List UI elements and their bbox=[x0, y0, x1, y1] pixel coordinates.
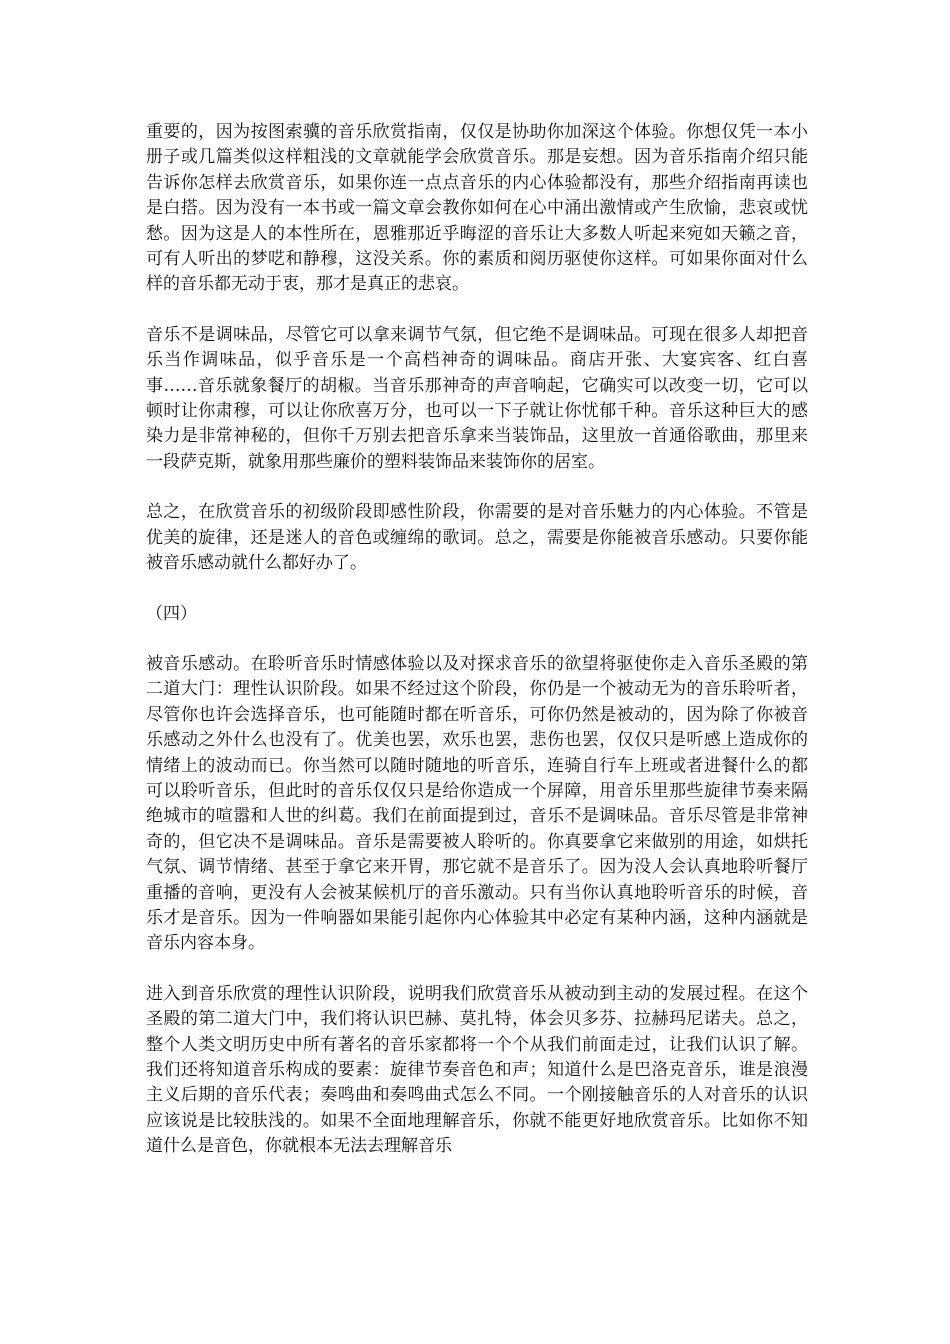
paragraph-1: 重要的，因为按图索骥的音乐欣赏指南，仅仅是协助你加深这个体验。你想仅凭一本小册子或几篇类似这样粗浅的文章就能学会欣赏音乐。那是妄想。因为音乐指南介绍只能告诉你怎样去欣赏音乐，如果你连一点点音乐的内心体验都没有，那些介绍指南再读也是白搭。因为没有一本书或一篇文章会教你如何在心中涌出激情或产生欣愉，悲哀或忧愁。因为这是人的本性所在，恩雅那近乎晦涩的音乐让大多数人听起来宛如天籁之音，可有人听出的梦呓和静穆，这没关系。你的素质和阅历驱使你这样。可如果你面对什么样的音乐都无动于衷，那才是真正的悲哀。 bbox=[146, 122, 808, 295]
paragraph-4: 被音乐感动。在聆听音乐时情感体验以及对探求音乐的欲望将驱使你走入音乐圣殿的第二道大门：理性认识阶段。如果不经过这个阶段，你仍是一个被动无为的音乐聆听者，尽管你也许会选择音乐，也可能随时都在听音乐，可你仍然是被动的，因为除了你被音乐感动之外什么也没有了。优美也罢，欢乐也罢，悲伤也罢，仅仅只是听感上造成你的情绪上的波动而已。你当然可以随时随地的听音乐，连骑自行车上班或者进餐什么的都可以聆听音乐，但此时的音乐仅仅只是给你造成一个屏障，用音乐里那些旋律节奏来隔绝城市的喧嚣和人世的纠葛。我们在前面提到过，音乐不是调味品。音乐尽管是非常神奇的，但它决不是调味品。音乐是需要被人聆听的。你真要拿它来做别的用途，如烘托气氛、调节情绪、甚至于拿它来开胃，那它就不是音乐了。因为没人会认真地聆听餐厅重播的音响，更没有人会被某候机厅的音乐激动。只有当你认真地聆听音乐的时候，音乐才是音乐。因为一件响器如果能引起你内心体验其中必定有某种内涵，这种内涵就是音乐内容本身。 bbox=[146, 653, 808, 954]
paragraph-2: 音乐不是调味品，尽管它可以拿来调节气氛，但它绝不是调味品。可现在很多人却把音乐当作调味品，似乎音乐是一个高档神奇的调味品。商店开张、大宴宾客、红白喜事……音乐就象餐厅的胡椒。当音乐那神奇的声音响起，它确实可以改变一切，它可以顿时让你肃穆，可以让你欣喜万分，也可以一下子就让你忧郁千种。音乐这种巨大的感染力是非常神秘的，但你千万别去把音乐拿来当装饰品，这里放一首通俗歌曲，那里来一段萨克斯，就象用那些廉价的塑料装饰品来装饰你的居室。 bbox=[146, 324, 808, 472]
document-page bbox=[146, 120, 808, 1185]
paragraph-3: 总之，在欣赏音乐的初级阶段即感性阶段，你需要的是对音乐魅力的内心体验。不管是优美的旋律，还是迷人的音色或缠绵的歌词。总之，需要是你能被音乐感动。只要你能被音乐感动就什么都好办了。 bbox=[146, 502, 808, 574]
paragraph-5: 进入到音乐欣赏的理性认识阶段，说明我们欣赏音乐从被动到主动的发展过程。在这个圣殿的第二道大门中，我们将认识巴赫、莫扎特，体会贝多芬、拉赫玛尼诺夫。总之，整个人类文明历史中所有著名的音乐家都将一个个从我们前面走过，让我们认识了解。我们还将知道音乐构成的要素：旋律节奏音色和声；知道什么是巴洛克音乐，谁是浪漫主义后期的音乐代表；奏鸣曲和奏鸣曲式怎么不同。一个刚接触音乐的人对音乐的认识应该说是比较肤浅的。如果不全面地理解音乐，你就不能更好地欣赏音乐。比如你不知道什么是音色，你就根本无法去理解音乐 bbox=[146, 983, 808, 1157]
section-heading: （四） bbox=[146, 603, 197, 624]
